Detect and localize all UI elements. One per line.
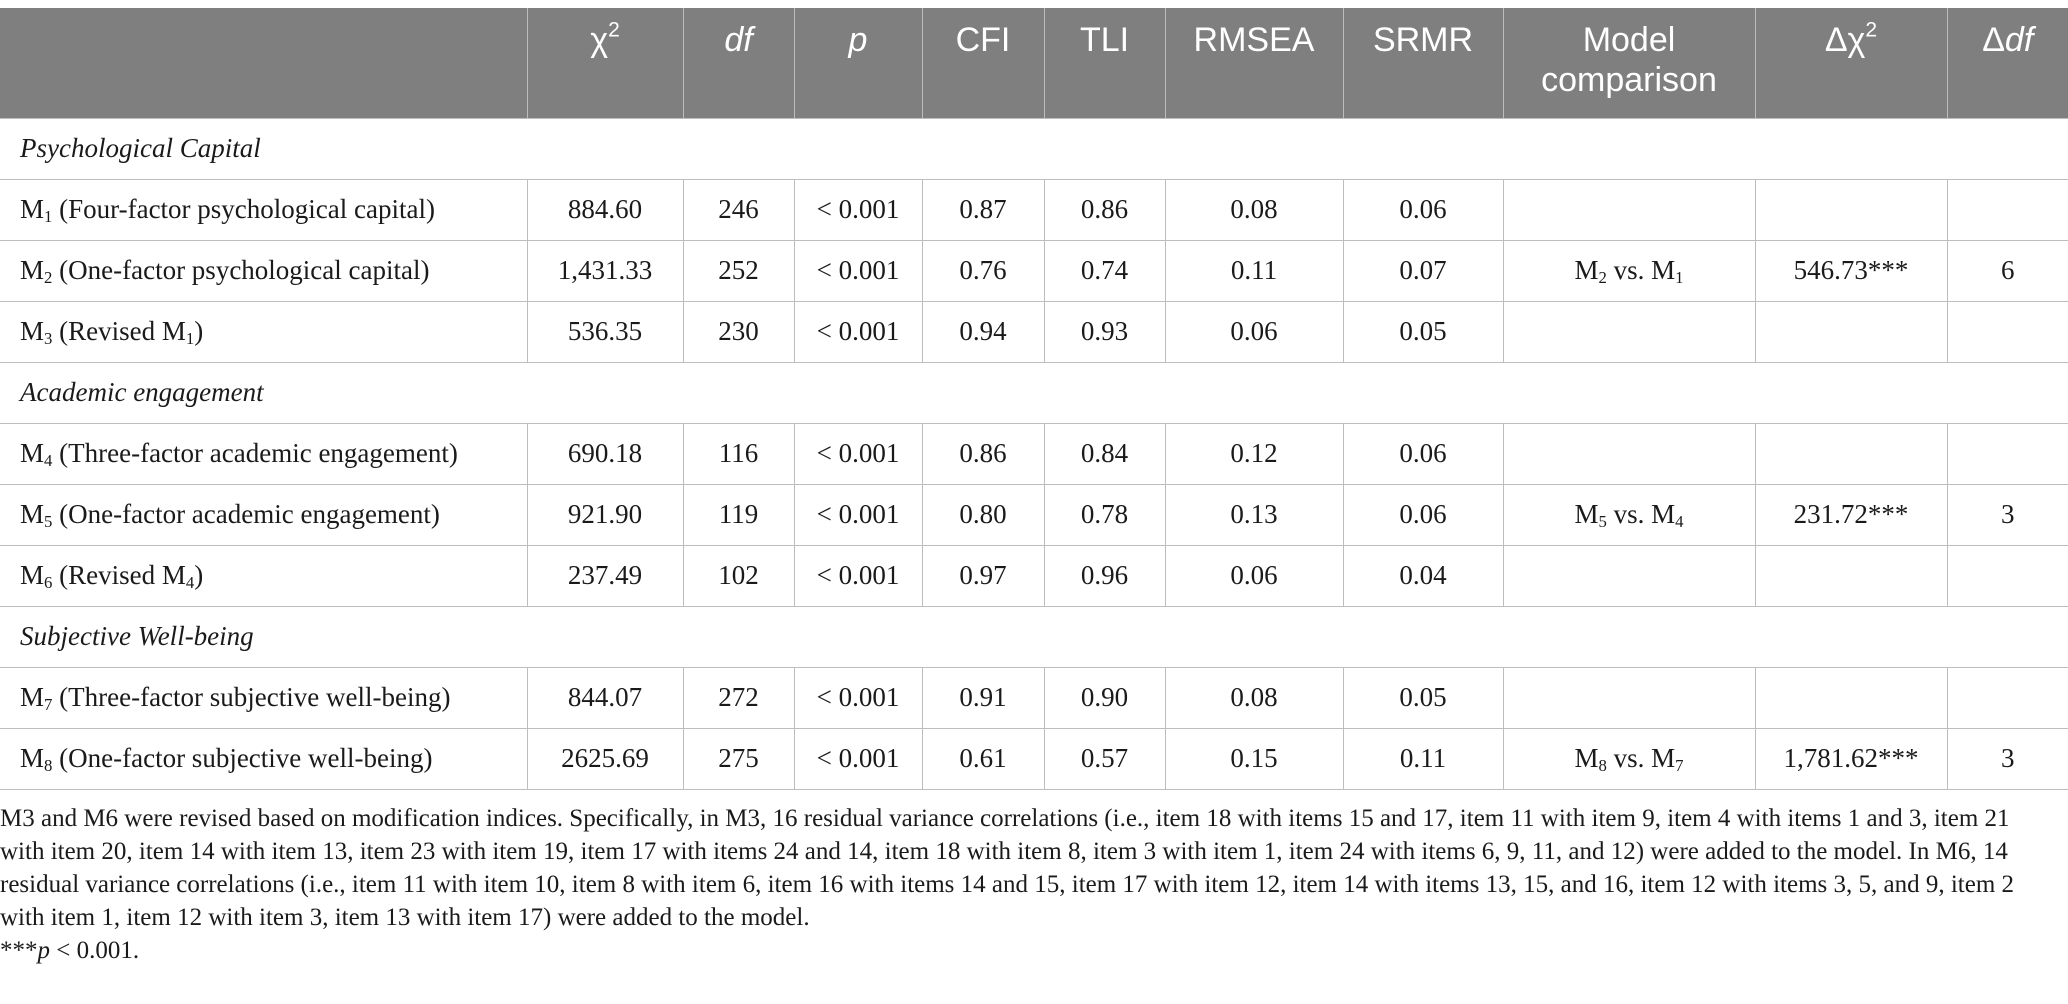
cell-tli: 0.78 — [1044, 484, 1165, 545]
cell-cfi: 0.94 — [922, 301, 1044, 362]
cell-df: 252 — [683, 240, 794, 301]
cell-comparison — [1503, 545, 1755, 606]
cell-chi2: 1,431.33 — [527, 240, 683, 301]
cell-delta-chi2 — [1755, 179, 1947, 240]
table-row — [0, 423, 2068, 484]
cell-df: 246 — [683, 179, 794, 240]
cell-tli: 0.74 — [1044, 240, 1165, 301]
table-row — [0, 301, 2068, 362]
cell-rmsea: 0.13 — [1165, 484, 1343, 545]
cell-rmsea: 0.06 — [1165, 301, 1343, 362]
cell-srmr: 0.05 — [1343, 667, 1503, 728]
cell-srmr: 0.05 — [1343, 301, 1503, 362]
cell-delta-chi2 — [1755, 545, 1947, 606]
cell-df: 275 — [683, 728, 794, 789]
model-cell: $M_3$ (Revised $M_1$) — [0, 301, 527, 362]
cell-delta-df — [1947, 423, 2068, 484]
model-cell: $M_8$ (One-factor subjective well-being) — [0, 728, 527, 789]
cell-rmsea: 0.12 — [1165, 423, 1343, 484]
cell-df: 116 — [683, 423, 794, 484]
cell-comparison: $M_8$ vs. $M_7$ — [1503, 728, 1755, 789]
header-model-comparison — [1503, 8, 1755, 118]
section-title: Psychological Capital — [0, 118, 2068, 179]
cell-p: < 0.001 — [794, 667, 922, 728]
table-row — [0, 484, 2068, 545]
cell-cfi: 0.61 — [922, 728, 1044, 789]
cell-rmsea: 0.08 — [1165, 667, 1343, 728]
cell-comparison — [1503, 179, 1755, 240]
cell-tli: 0.96 — [1044, 545, 1165, 606]
cell-tli: 0.93 — [1044, 301, 1165, 362]
section-row — [0, 362, 2068, 423]
cell-df: 119 — [683, 484, 794, 545]
section-title: Academic engagement — [0, 362, 2068, 423]
model-fit-table — [0, 8, 2068, 790]
header-srmr — [1343, 8, 1503, 118]
cell-p: < 0.001 — [794, 545, 922, 606]
cell-cfi: 0.80 — [922, 484, 1044, 545]
header-cfi — [922, 8, 1044, 118]
cell-srmr: 0.06 — [1343, 179, 1503, 240]
header-superscript: 2 — [608, 18, 620, 42]
header-prefix: Δ — [1982, 21, 2005, 59]
header-label: df — [724, 21, 753, 59]
cell-chi2: 921.90 — [527, 484, 683, 545]
cell-rmsea: 0.15 — [1165, 728, 1343, 789]
cell-tli: 0.57 — [1044, 728, 1165, 789]
model-cell: $M_1$ (Four-factor psychological capital) — [0, 179, 527, 240]
cell-tli: 0.84 — [1044, 423, 1165, 484]
cell-delta-df — [1947, 545, 2068, 606]
cell-delta-chi2 — [1755, 301, 1947, 362]
cell-rmsea: 0.11 — [1165, 240, 1343, 301]
cell-chi2: 536.35 — [527, 301, 683, 362]
cell-delta-chi2: 231.72*** — [1755, 484, 1947, 545]
cell-srmr: 0.06 — [1343, 423, 1503, 484]
table-row — [0, 240, 2068, 301]
cell-comparison — [1503, 301, 1755, 362]
cell-tli: 0.86 — [1044, 179, 1165, 240]
header-tli — [1044, 8, 1165, 118]
section-row — [0, 118, 2068, 179]
sig-threshold: < 0.001. — [50, 937, 140, 964]
header-df — [683, 8, 794, 118]
cell-df: 230 — [683, 301, 794, 362]
cell-df: 272 — [683, 667, 794, 728]
cell-comparison: $M_5$ vs. $M_4$ — [1503, 484, 1755, 545]
header-label: CFI — [955, 21, 1011, 59]
cell-chi2: 690.18 — [527, 423, 683, 484]
header-row — [0, 8, 2068, 118]
cell-df: 102 — [683, 545, 794, 606]
header-label: p — [848, 21, 868, 59]
cell-cfi: 0.76 — [922, 240, 1044, 301]
table-row — [0, 179, 2068, 240]
cell-comparison — [1503, 667, 1755, 728]
cell-delta-chi2 — [1755, 667, 1947, 728]
cell-chi2: 844.07 — [527, 667, 683, 728]
cell-srmr: 0.06 — [1343, 484, 1503, 545]
model-cell: $M_5$ (One-factor academic engagement) — [0, 484, 527, 545]
cell-delta-df — [1947, 301, 2068, 362]
header-p-value — [794, 8, 922, 118]
cell-srmr: 0.11 — [1343, 728, 1503, 789]
header-rmsea — [1165, 8, 1343, 118]
cell-rmsea: 0.06 — [1165, 545, 1343, 606]
header-label: χ — [590, 21, 609, 59]
cell-chi2: 884.60 — [527, 179, 683, 240]
cell-comparison: $M_2$ vs. $M_1$ — [1503, 240, 1755, 301]
header-delta-chi-square — [1755, 8, 1947, 118]
cell-p: < 0.001 — [794, 240, 922, 301]
cell-chi2: 2625.69 — [527, 728, 683, 789]
cell-p: < 0.001 — [794, 301, 922, 362]
cell-delta-chi2: 1,781.62*** — [1755, 728, 1947, 789]
header-label: df — [2004, 21, 2034, 59]
cell-p: < 0.001 — [794, 728, 922, 789]
cell-cfi: 0.91 — [922, 667, 1044, 728]
cell-p: < 0.001 — [794, 179, 922, 240]
table-row — [0, 545, 2068, 606]
header-superscript: 2 — [1865, 18, 1878, 42]
cell-rmsea: 0.08 — [1165, 179, 1343, 240]
model-cell: $M_7$ (Three-factor subjective well-being) — [0, 667, 527, 728]
header-label: RMSEA — [1193, 21, 1315, 59]
cell-srmr: 0.04 — [1343, 545, 1503, 606]
model-cell: $M_2$ (One-factor psychological capital) — [0, 240, 527, 301]
cell-srmr: 0.07 — [1343, 240, 1503, 301]
model-cell: $M_4$ (Three-factor academic engagement) — [0, 423, 527, 484]
header-line2: comparison — [1541, 61, 1717, 99]
header-label: SRMR — [1372, 21, 1474, 59]
cell-delta-df: 3 — [1947, 728, 2068, 789]
cell-delta-chi2: 546.73*** — [1755, 240, 1947, 301]
table-notes — [0, 802, 2060, 967]
cell-delta-df: 3 — [1947, 484, 2068, 545]
table-row — [0, 667, 2068, 728]
cell-cfi: 0.86 — [922, 423, 1044, 484]
header-model — [0, 8, 527, 118]
section-row — [0, 606, 2068, 667]
cell-p: < 0.001 — [794, 423, 922, 484]
cell-comparison — [1503, 423, 1755, 484]
footnote-text: M3 and M6 were revised based on modification indices. Specifically, in M3, 16 residual variance correlations (i.e., item 18 with items 15 and 17, item 11 with item 9, item 4 with items 1 and 3, item 21 with item 20, item 14 with item 13, item 23 with item 19, item 17 with items 24 and 14, item 18 with item 8, item 3 with item 1, item 24 with items 6, 9, 11, and 12) were added to the model. In M6, 14 residual variance correlations (i.e., item 11 with item 10, item 8 with item 6, item 16 with items 14 and 15, item 17 with item 12, item 14 with items 13, 15, and 16, item 12 with items 3, 5, and 9, item 2 with item 1, item 12 with item 3, item 13 with item 17) were added to the model. — [0, 805, 2015, 931]
cell-delta-df: 6 — [1947, 240, 2068, 301]
table-body — [0, 118, 2068, 789]
header-delta-df — [1947, 8, 2068, 118]
header-label: Δχ — [1824, 21, 1866, 59]
cell-delta-df — [1947, 667, 2068, 728]
table-row — [0, 728, 2068, 789]
significance-note — [0, 934, 2060, 967]
cell-cfi: 0.87 — [922, 179, 1044, 240]
cell-delta-chi2 — [1755, 423, 1947, 484]
sig-stars: *** — [0, 937, 38, 964]
cell-p: < 0.001 — [794, 484, 922, 545]
cell-cfi: 0.97 — [922, 545, 1044, 606]
header-line1: Model — [1582, 21, 1676, 59]
sig-p: p — [37, 937, 50, 964]
cell-delta-df — [1947, 179, 2068, 240]
section-title: Subjective Well-being — [0, 606, 2068, 667]
header-chi-square — [527, 8, 683, 118]
cell-chi2: 237.49 — [527, 545, 683, 606]
header-label: TLI — [1079, 21, 1130, 59]
cell-tli: 0.90 — [1044, 667, 1165, 728]
model-cell: $M_6$ (Revised $M_4$) — [0, 545, 527, 606]
